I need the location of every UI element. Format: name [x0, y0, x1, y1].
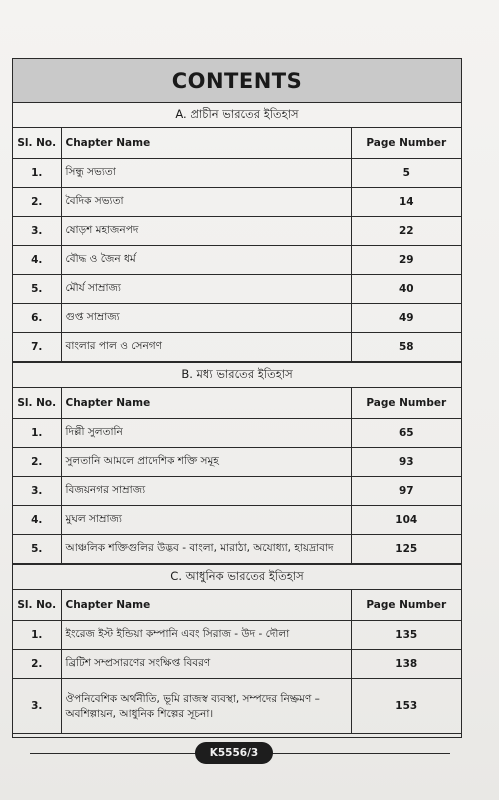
row-page: 125	[351, 535, 461, 564]
row-sl: 4.	[13, 246, 61, 275]
row-sl: 6.	[13, 304, 61, 333]
row-chapter: বৈদিক সভ্যতা	[61, 188, 351, 217]
section-c-table	[13, 590, 461, 734]
section-a-table	[13, 128, 461, 362]
table-row	[13, 304, 461, 333]
row-sl: 2.	[13, 448, 61, 477]
header-chapter: Chapter Name	[61, 128, 351, 159]
header-sl: Sl. No.	[13, 388, 61, 419]
row-sl: 1.	[13, 159, 61, 188]
row-page: 65	[351, 419, 461, 448]
row-sl: 3.	[13, 679, 61, 734]
header-chapter: Chapter Name	[61, 590, 351, 621]
row-page: 22	[351, 217, 461, 246]
table-row	[13, 535, 461, 564]
table-row	[13, 246, 461, 275]
contents-frame	[12, 58, 462, 738]
page-title: CONTENTS	[171, 68, 303, 93]
row-page: 104	[351, 506, 461, 535]
row-chapter: দিল্লী সুলতানি	[61, 419, 351, 448]
table-row	[13, 419, 461, 448]
row-page: 58	[351, 333, 461, 362]
table-row	[13, 188, 461, 217]
table-row	[13, 506, 461, 535]
row-sl: 5.	[13, 535, 61, 564]
header-sl: Sl. No.	[13, 128, 61, 159]
row-page: 135	[351, 621, 461, 650]
table-row	[13, 679, 461, 734]
row-sl: 5.	[13, 275, 61, 304]
section-b-table	[13, 388, 461, 564]
table-row	[13, 448, 461, 477]
row-page: 138	[351, 650, 461, 679]
row-sl: 2.	[13, 650, 61, 679]
row-page: 5	[351, 159, 461, 188]
header-page: Page Number	[351, 590, 461, 621]
row-chapter: সুলতানি আমলে প্রাদেশিক শক্তি সমূহ	[61, 448, 351, 477]
row-page: 97	[351, 477, 461, 506]
row-page: 153	[351, 679, 461, 734]
section-title-c: C. আধুনিক ভারতের ইতিহাস	[13, 564, 461, 590]
header-chapter: Chapter Name	[61, 388, 351, 419]
section-title-a: A. প্রাচীন ভারতের ইতিহাস	[13, 103, 461, 128]
table-row	[13, 275, 461, 304]
row-sl: 1.	[13, 621, 61, 650]
table-row	[13, 217, 461, 246]
header-page: Page Number	[351, 388, 461, 419]
row-page: 29	[351, 246, 461, 275]
row-chapter: আঞ্চলিক শক্তিগুলির উদ্ভব - বাংলা, মারাঠা, অযোধ্যা, হায়দ্রাবাদ	[61, 535, 351, 564]
table-row	[13, 477, 461, 506]
table-row	[13, 650, 461, 679]
row-chapter: বিজয়নগর সাম্রাজ্য	[61, 477, 351, 506]
table-row	[13, 333, 461, 362]
row-sl: 2.	[13, 188, 61, 217]
title-bar	[13, 59, 461, 103]
table-header	[13, 388, 461, 419]
table-header	[13, 590, 461, 621]
section-title-b: B. মধ্য ভারতের ইতিহাস	[13, 362, 461, 388]
row-page: 49	[351, 304, 461, 333]
row-chapter: গুপ্ত সাম্রাজ্য	[61, 304, 351, 333]
row-chapter: সিন্ধু সভ্যতা	[61, 159, 351, 188]
header-page: Page Number	[351, 128, 461, 159]
footer-code-badge: K5556/3	[195, 742, 273, 764]
table-row	[13, 159, 461, 188]
table-header	[13, 128, 461, 159]
row-chapter: ষোড়শ মহাজনপদ	[61, 217, 351, 246]
row-page: 40	[351, 275, 461, 304]
row-chapter: বৌদ্ধ ও জৈন ধর্ম	[61, 246, 351, 275]
row-sl: 1.	[13, 419, 61, 448]
header-sl: Sl. No.	[13, 590, 61, 621]
row-sl: 3.	[13, 217, 61, 246]
row-sl: 7.	[13, 333, 61, 362]
row-sl: 4.	[13, 506, 61, 535]
row-chapter: মুঘল সাম্রাজ্য	[61, 506, 351, 535]
row-chapter: ব্রিটিশ সম্প্রসারণের সংক্ষিপ্ত বিবরণ	[61, 650, 351, 679]
row-page: 93	[351, 448, 461, 477]
row-chapter: ইংরেজ ইস্ট ইন্ডিয়া কম্পানি এবং সিরাজ - উদ - দৌলা	[61, 621, 351, 650]
row-chapter: বাংলার পাল ও সেনগণ	[61, 333, 351, 362]
row-sl: 3.	[13, 477, 61, 506]
row-chapter: ঔপনিবেশিক অর্থনীতি, ভূমি রাজস্ব ব্যবস্থা, সম্পদের নিষ্ক্রমণ – অবশিল্পায়ন, আধুনিক শিল্পের সূচনা।	[61, 679, 351, 734]
row-chapter: মৌর্য সাম্রাজ্য	[61, 275, 351, 304]
table-row	[13, 621, 461, 650]
row-page: 14	[351, 188, 461, 217]
